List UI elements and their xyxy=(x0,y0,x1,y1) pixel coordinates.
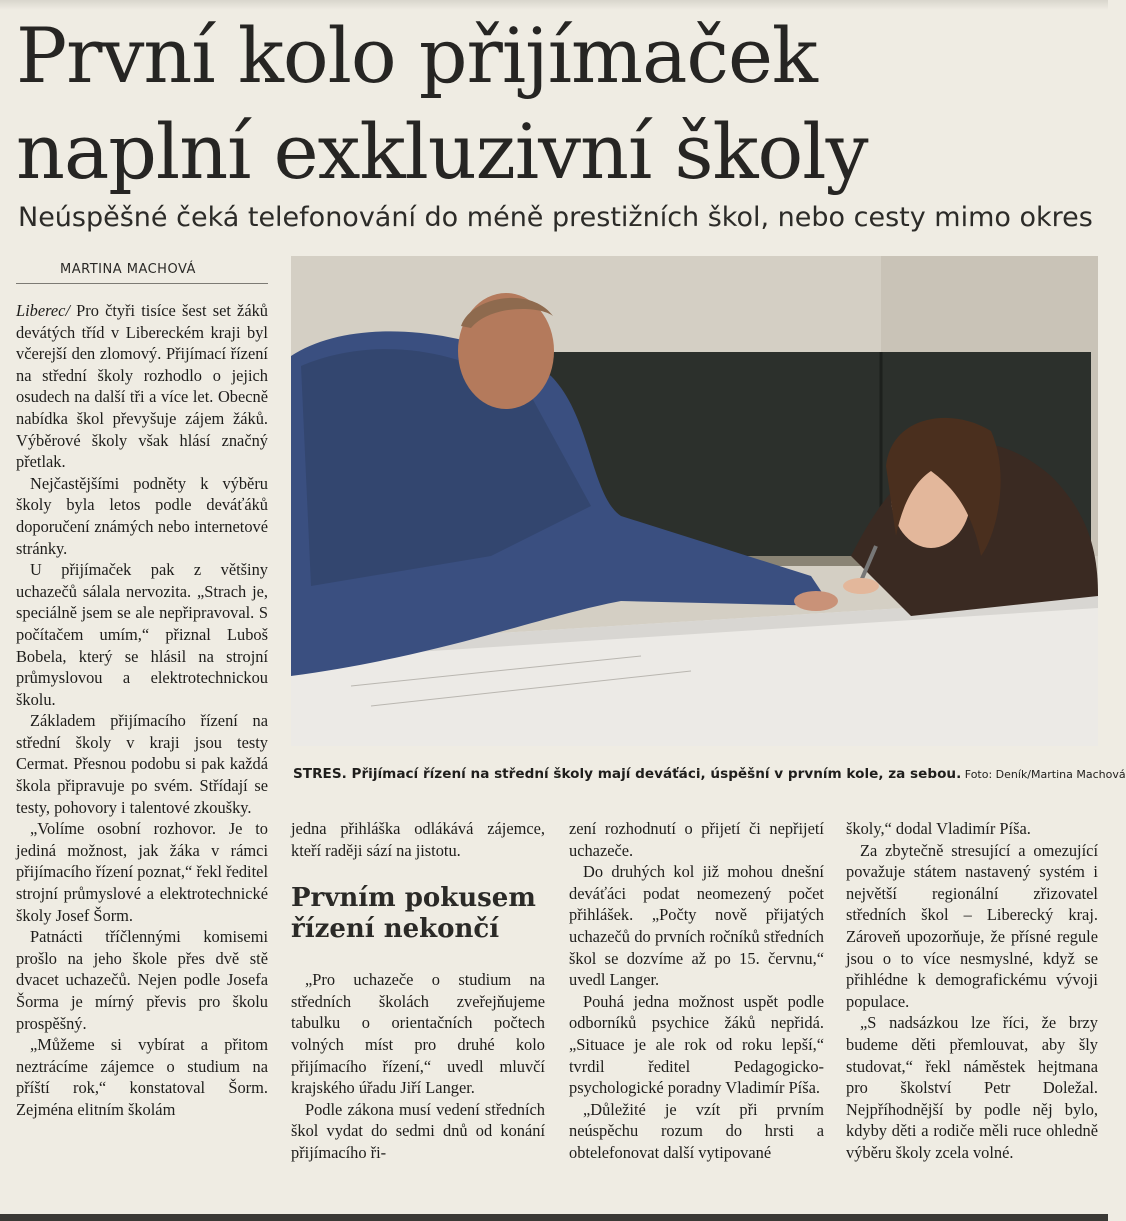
paragraph: Podle zákona musí vedení středních škol vydat do sedmi dnů od konání přijímacího ři- xyxy=(291,1099,545,1162)
headline-line-1: První kolo přijímaček xyxy=(16,11,817,100)
bottom-rule xyxy=(0,1214,1108,1221)
classroom-photo-illustration xyxy=(291,256,1098,746)
paragraph: Patnácti tříčlennými komisemi prošlo na jeho škole přes dvě stě dvacet uchazečů. Nejen podle Josefa Šorma je mírný převis pro školu prospěšný. xyxy=(16,927,268,1033)
paragraph: Za zbytečně stresující a omezující považuje státem nastavený systém i největší regionální zřizovatel středních škol – Liberecký kraj. Zároveň upozorňuje, že přísné regule jsou o to více nesmyslné, když se přihlédne k demografickému vývoji populace. xyxy=(846,840,1098,1011)
paragraph: „Pro uchazeče o studium na středních školách zveřejňujeme tabulku o orientačních počtech volných míst pro druhé kolo přijímacího řízení,“ uvedl mluvčí krajského úřadu Jiří Langer. xyxy=(291,970,545,1098)
photo-caption xyxy=(293,766,1126,782)
paragraph: Do druhých kol již mohou dnešní deváťáci podat neomezený počet přihlášek. „Počty nově přijatých uchazečů do prvních ročníků středních škol se dozvíme až po 15. červnu,“ uvedl Langer. xyxy=(569,862,824,990)
author-byline: MARTINA MACHOVÁ xyxy=(16,258,268,284)
article-photo xyxy=(291,256,1098,746)
paragraph: zení rozhodnutí o přijetí či nepřijetí uchazeče. xyxy=(569,819,824,860)
caption-text: Přijímací řízení na střední školy mají deváťáci, úspěšní v prvním kole, za sebou. xyxy=(346,766,962,782)
paragraph: U přijímaček pak z většiny uchazečů sálala nervozita. „Strach je, speciálně jsem se ale nepřipravoval. S počítačem umím,“ přiznal Luboš Bobela, který se hlásil na strojní průmyslovou a elektrotechnickou školu. xyxy=(16,560,268,709)
paragraph: „S nadsázkou lze říci, že brzy budeme děti přemlouvat, aby šly studovat,“ řekl náměstek hejtmana pro školství Petr Doležal. Nejpříhodnější by podle něj bylo, kdyby děti a rodiče měli ruce ohledně výběru školy zcela volné. xyxy=(846,1013,1098,1162)
paragraph: jedna přihláška odlákává zájemce, kteří raději sází na jistotu. xyxy=(291,819,545,860)
paragraph: „Volíme osobní rozhovor. Je to jediná možnost, jak žáka v rámci přijímacího řízení poznat,“ řekl ředitel strojní průmyslové a elektrotechnické školy Josef Šorm. xyxy=(16,819,268,925)
caption-lead: STRES. xyxy=(293,766,347,782)
section-subtitle: Prvním pokusem řízení nekončí xyxy=(291,883,536,945)
column-4 xyxy=(846,818,1098,1164)
paragraph: školy,“ dodal Vladimír Píša. xyxy=(846,819,1031,838)
column-1 xyxy=(16,300,268,1121)
caption-credit: Foto: Deník/Martina Machová xyxy=(961,768,1126,781)
paragraph: Nejčastějšími podněty k výběru školy byla letos podle deváťáků doporučení známých nebo internetové stránky. xyxy=(16,473,268,558)
paragraph: Základem přijímacího řízení na střední školy v kraji jsou testy Cermat. Přesnou podobu si pak každá škola připravuje po svém. Střídají se testy, pohovory i talentové zkoušky. xyxy=(16,711,268,817)
headline-line-2: naplní exkluzivní školy xyxy=(16,107,868,196)
column-2 xyxy=(291,818,545,1164)
subheadline: Neúspěšné čeká telefonování do méně prestižních škol, nebo cesty mimo okres xyxy=(18,202,1093,233)
paragraph: „Důležité je vzít při prvním neúspěchu rozum do hrsti a obtelefonovat další vytipované xyxy=(569,1099,824,1162)
paragraph: Pouhá jedna možnost uspět podle odborníků psychice žáků nepřidá. „Situace je ale rok od roku lepší,“ tvrdil ředitel Pedagogicko-psychologické poradny Vladimír Píša. xyxy=(569,991,824,1098)
headline xyxy=(16,8,1096,200)
paragraph: „Můžeme si vybírat a přitom neztrácíme zájemce o studium na příští rok,“ konstatoval Šorm. Zejména elitním školám xyxy=(16,1035,268,1119)
paragraph: Liberec/ Pro čtyři tisíce šest set žáků devátých tříd v Libereckém kraji byl včerejší den zlomový. Přijímací řízení na střední školy rozhodlo o jejich osudech na další tři a více let. Obecně nabídka škol převyšuje zájem žáků. Výběrové školy však hlásí značný přetlak. xyxy=(16,301,268,472)
dateline: Liberec/ xyxy=(16,301,71,320)
column-3 xyxy=(569,818,824,1164)
